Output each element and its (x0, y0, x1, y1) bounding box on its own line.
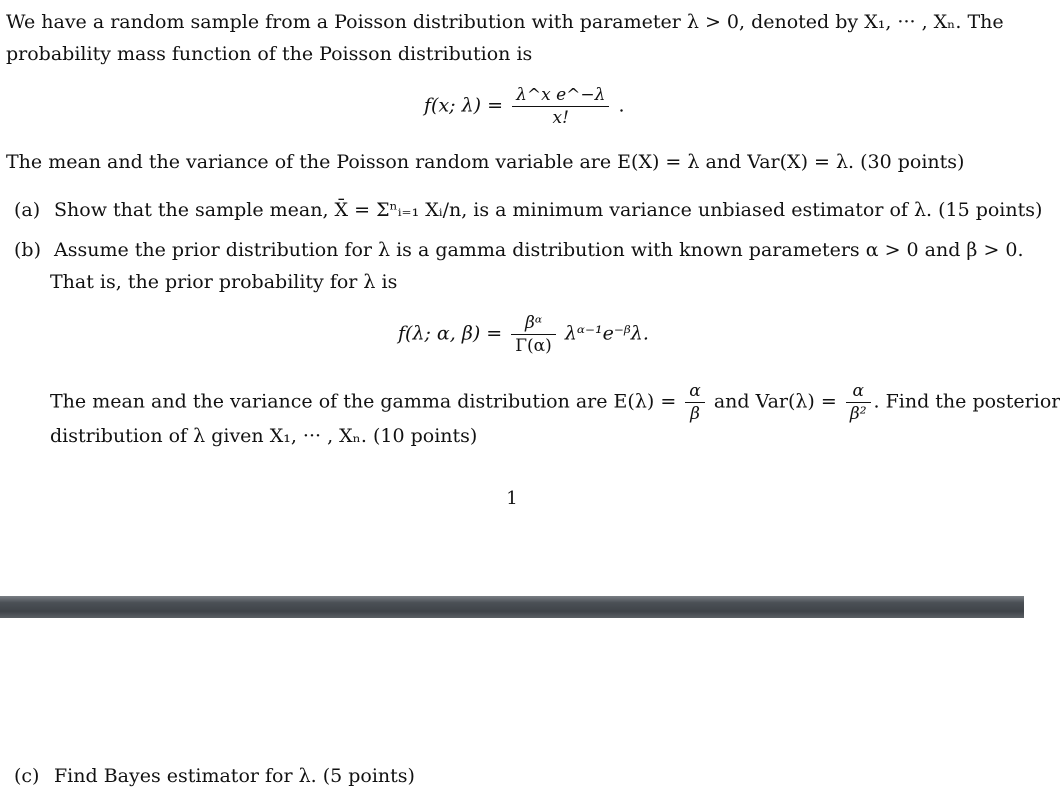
gamma-mean-var-post: . Find the posterior (873, 390, 1060, 413)
gamma-prior-tail: λᵅ⁻¹e⁻ᵝλ. (564, 322, 649, 345)
part-c (14, 764, 415, 788)
gamma-mean-fraction (685, 380, 704, 425)
part-b-text-1: Assume the prior distribution for λ is a gamma distribution with known parameters α > 0 and β > 0. (54, 239, 1024, 261)
intro-line-1: We have a random sample from a Poisson distribution with parameter λ > 0, denoted by X₁, ··· , Xₙ. The (6, 11, 1004, 33)
part-c-label: (c) (14, 765, 40, 787)
gamma-prior-numerator: βᵅ (524, 313, 543, 333)
part-c-text: Find Bayes estimator for λ. (5 points) (54, 765, 415, 787)
part-a-label: (a) (14, 199, 41, 221)
gamma-mean-variance-line (50, 380, 1060, 425)
part-b-line-2: That is, the prior probability for λ is (50, 271, 398, 293)
gamma-variance-denominator: β² (846, 402, 871, 425)
gamma-mean-var-mid: and Var(λ) = (713, 390, 837, 413)
gamma-prior-denominator: Γ(α) (511, 334, 556, 357)
poisson-pmf-equation (424, 84, 625, 129)
gamma-mean-var-pre: The mean and the variance of the gamma distribution are E(λ) = (50, 390, 677, 413)
gamma-variance-numerator: α (852, 381, 864, 401)
page-divider (0, 596, 1024, 618)
gamma-prior-lhs: f(λ; α, β) = (398, 322, 503, 345)
poisson-pmf-period: . (618, 94, 625, 117)
gamma-variance-fraction (846, 380, 871, 425)
poisson-pmf-lhs: f(x; λ) = (424, 94, 504, 117)
gamma-prior-equation (398, 312, 649, 357)
gamma-prior-fraction (511, 312, 556, 357)
gamma-mean-denominator: β (685, 402, 704, 425)
part-b-line-1 (14, 238, 1024, 262)
intro-line-2: probability mass function of the Poisson distribution is (6, 43, 533, 65)
gamma-mean-numerator: α (689, 381, 701, 401)
poisson-pmf-denominator: x! (512, 106, 609, 129)
part-a-text: Show that the sample mean, X̄ = Σⁿᵢ₌₁ Xᵢ/n, is a minimum variance unbiased estimator of λ. (15 points) (54, 199, 1043, 221)
part-b-label: (b) (14, 239, 41, 261)
poisson-pmf-numerator: λ^x e^−λ (516, 85, 606, 105)
poisson-pmf-fraction (512, 84, 609, 129)
gamma-mean-variance-line-2: distribution of λ given X₁, ··· , Xₙ. (10 points) (50, 425, 478, 447)
part-a (14, 198, 1042, 222)
poisson-mean-variance-line: The mean and the variance of the Poisson random variable are E(X) = λ and Var(X) = λ. (30 points) (6, 151, 965, 173)
page-number: 1 (506, 488, 518, 509)
